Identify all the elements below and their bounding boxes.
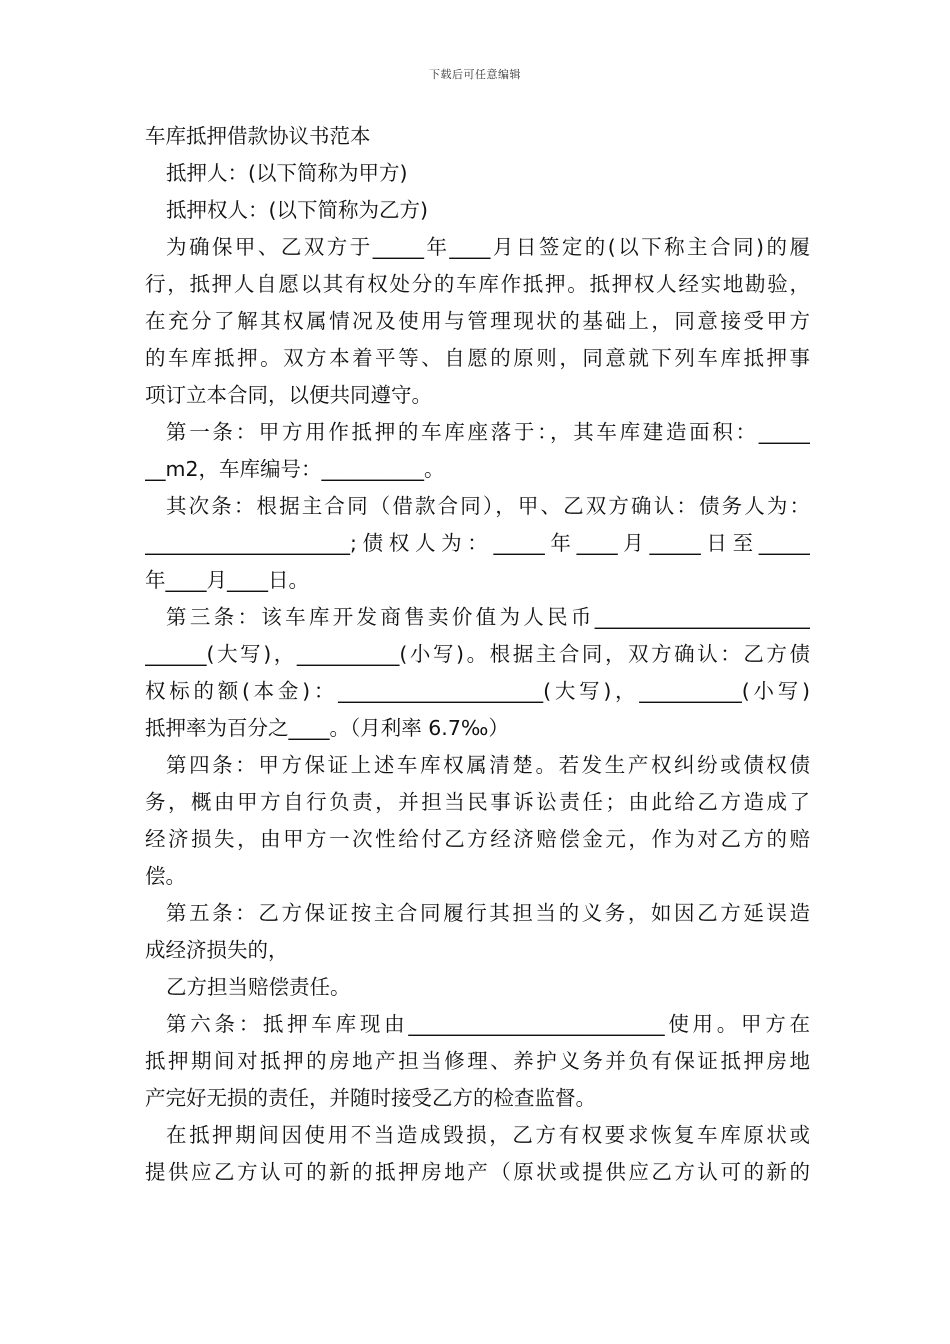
mortgagor-line: 抵押人：(以下简称为甲方) (166, 161, 408, 185)
intro-line: 为确保甲、乙双方于_____年____月日签定的(以下称主合同)的履 (166, 235, 810, 259)
article-2-line: 其次条：根据主合同（借款合同），甲、乙双方确认：债务人为： (166, 494, 810, 518)
article-6-line: 抵押期间对抵押的房地产担当修理、养护义务并负有保证抵押房地 (145, 1049, 810, 1073)
article-6-line: 第六条：抵押车库现由_________________________使用。甲方在 (166, 1012, 810, 1036)
article-3 (145, 599, 810, 747)
article-4-line: 经济损失，由甲方一次性给付乙方经济赔偿金元，作为对乙方的赔 (145, 827, 810, 851)
document-title: 车库抵押借款协议书范本 (145, 124, 371, 148)
article-3-line: 权标的额(本金)：____________________(大写)，__________(小写) (145, 679, 810, 703)
article-5-line: 第五条：乙方保证按主合同履行其担当的义务，如因乙方延误造 (166, 901, 810, 925)
article-4-line: 第四条：甲方保证上述车库权属清楚。若发生产权纠纷或债权债 (166, 753, 810, 777)
article-1 (145, 414, 810, 488)
page-header-note: 下载后可任意编辑 (429, 68, 521, 81)
article-4-line: 务，概由甲方自行负责，并担当民事诉讼责任；由此给乙方造成了 (145, 790, 810, 814)
intro-paragraph (145, 229, 810, 414)
intro-line: 在充分了解其权属情况及使用与管理现状的基础上，同意接受甲方 (145, 309, 810, 333)
article-2-line: 年____月____日。 (145, 568, 309, 592)
article-3-line: 第三条：该车库开发商售卖价值为人民币_____________________ (166, 605, 810, 629)
article-3-line: ______(大写)，__________(小写)。根据主合同，双方确认：乙方债 (145, 642, 810, 666)
article-2-line: ____________________;债权人为：_____年____月_____日至_____ (145, 531, 810, 555)
intro-line: 项订立本合同，以便共同遵守。 (145, 383, 432, 407)
intro-line: 行，抵押人自愿以其有权处分的车库作抵押。抵押权人经实地勘验， (145, 272, 810, 296)
article-5-continuation: 乙方担当赔偿责任。 (166, 975, 351, 999)
article-4-line: 偿。 (145, 864, 186, 888)
article-3-line: 抵押率为百分之____。（月利率 6.7‰） (145, 716, 509, 740)
article-6 (145, 1006, 810, 1117)
damage-clause-line: 提供应乙方认可的新的抵押房地产（原状或提供应乙方认可的新的 (145, 1160, 810, 1184)
article-4 (145, 747, 810, 895)
mortgagee-line: 抵押权人：(以下简称为乙方) (166, 198, 428, 222)
article-2 (145, 488, 810, 599)
intro-line: 的车库抵押。双方本着平等、自愿的原则，同意就下列车库抵押事 (145, 346, 810, 370)
article-1-line: 第一条：甲方用作抵押的车库座落于：，其车库建造面积：_____ (166, 420, 810, 444)
damage-clause-line: 在抵押期间因使用不当造成毁损，乙方有权要求恢复车库原状或 (166, 1123, 810, 1147)
article-5 (145, 895, 810, 969)
article-1-line: __m2，车库编号：__________。 (145, 457, 445, 481)
article-6-line: 产完好无损的责任，并随时接受乙方的检查监督。 (145, 1086, 596, 1110)
article-5-line: 成经济损失的， (145, 938, 289, 962)
document-body (145, 118, 810, 1191)
damage-clause (145, 1117, 810, 1191)
